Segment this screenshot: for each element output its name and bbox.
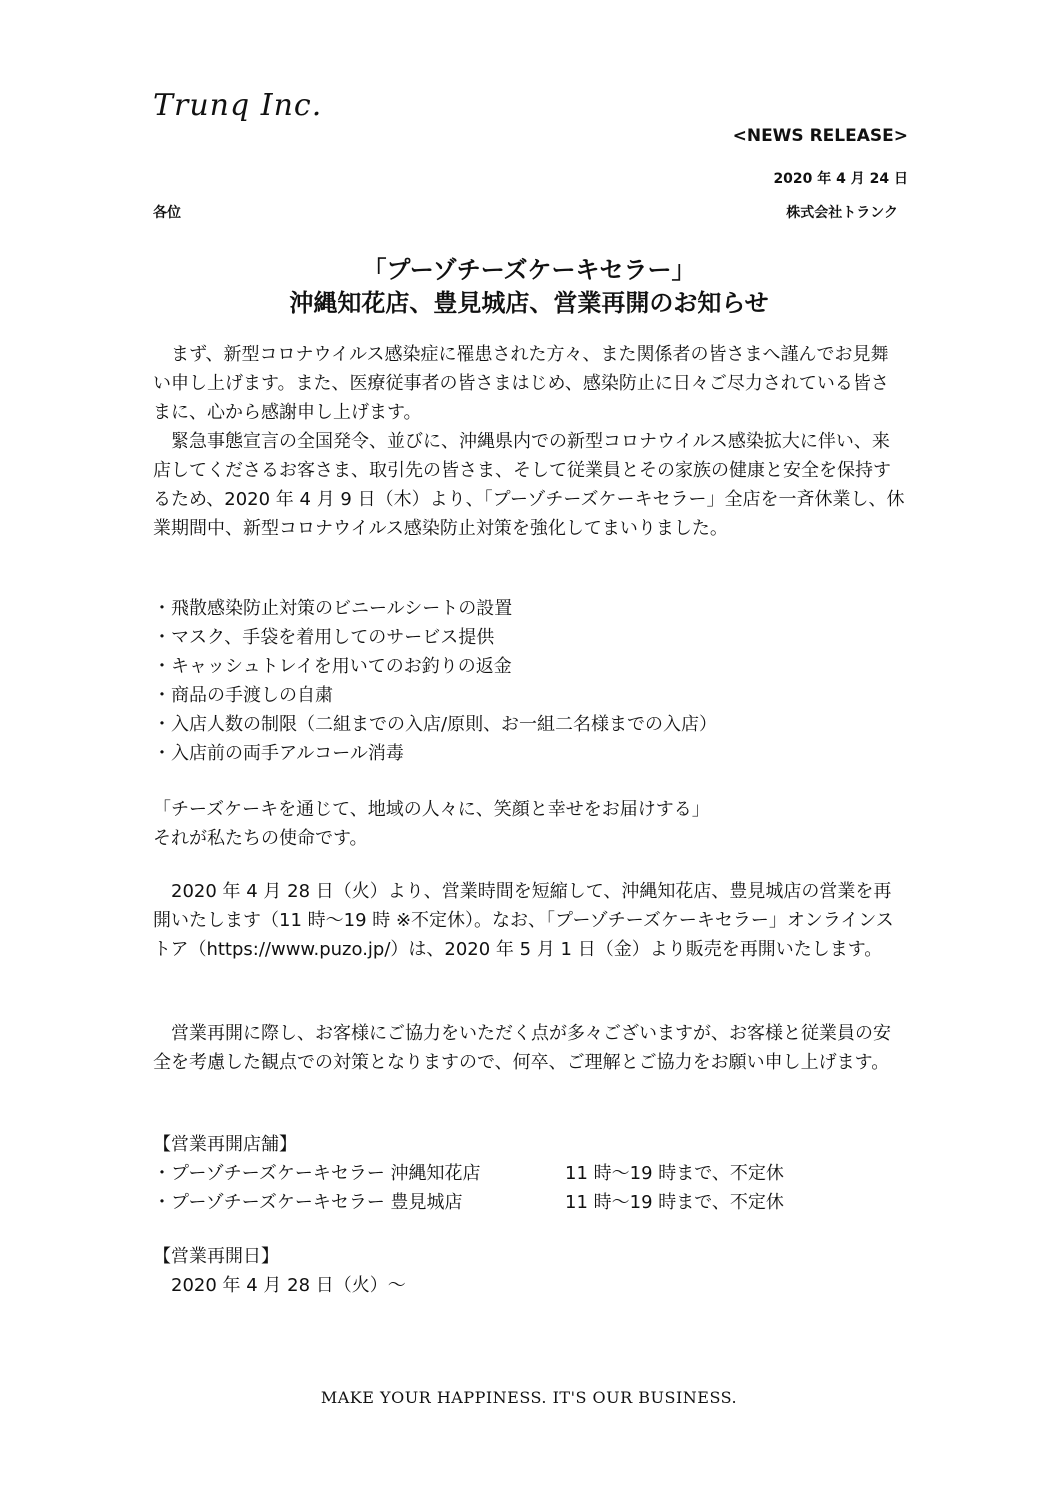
mission-section: [153, 795, 905, 853]
addressee: 各位: [153, 205, 181, 221]
intro-section: [153, 340, 905, 543]
store-name: ・プーゾチーズケーキセラー 沖縄知花店: [153, 1163, 481, 1184]
intro-paragraph-2: 緊急事態宣言の全国発令、並びに、沖縄県内での新型コロナウイルス感染拡大に伴い、来店してくださるお客さま、取引先の皆さま、そして従業員とその家族の健康と安全を保持するため、2020 年 4 月 9 日（木）より、「プーゾチーズケーキセラー」全店を一斉休業し、休業期間中、新型コロナウイルス感染防止対策を強化してまいりました。: [153, 431, 905, 539]
list-item: ・入店人数の制限（二組までの入店/原則、お一組二名様までの入店）: [153, 714, 718, 735]
news-release-label: <NEWS RELEASE>: [732, 126, 908, 146]
store-hours: 11 時～19 時まで、不定休: [565, 1192, 784, 1213]
request-section: [153, 1019, 905, 1077]
stores-section: [153, 1130, 905, 1217]
intro-paragraph-1: まず、新型コロナウイルス感染症に罹患された方々、また関係者の皆さまへ謹んでお見舞い申し上げます。また、医療従事者の皆さまはじめ、感染防止に日々ご尽力されている皆さまに、心から感謝申し上げます。: [153, 344, 889, 423]
release-date: 2020 年 4 月 24 日: [773, 171, 908, 187]
list-item: ・マスク、手袋を着用してのサービス提供: [153, 627, 495, 648]
title-line-1: 「プーゾチーズケーキセラー」: [362, 256, 696, 284]
mission-line-2: それが私たちの使命です。: [153, 828, 368, 849]
mission-line-1: 「チーズケーキを通じて、地域の人々に、笑顔と幸せをお届けする」: [153, 799, 710, 820]
company-logo: Trunq Inc.: [153, 88, 323, 123]
store-hours: 11 時～19 時まで、不定休: [565, 1163, 784, 1184]
title-line-2: 沖縄知花店、豊見城店、営業再開のお知らせ: [289, 289, 769, 317]
company-name: 株式会社トランク: [786, 205, 898, 221]
reopen-date-value: 2020 年 4 月 28 日（火）～: [171, 1275, 406, 1296]
measures-section: [153, 594, 905, 768]
reopen-date-heading: 【営業再開日】: [153, 1246, 279, 1267]
list-item: ・飛散感染防止対策のビニールシートの設置: [153, 598, 513, 619]
list-item: ・商品の手渡しの自粛: [153, 685, 333, 706]
footer-tagline: MAKE YOUR HAPPINESS. IT'S OUR BUSINESS.: [320, 1388, 738, 1407]
stores-heading: 【営業再開店舗】: [153, 1134, 297, 1155]
store-name: ・プーゾチーズケーキセラー 豊見城店: [153, 1192, 463, 1213]
measures-list: [153, 594, 905, 768]
reopen-section: [153, 877, 905, 964]
list-item: ・キャッシュトレイを用いてのお釣りの返金: [153, 656, 512, 677]
request-paragraph: 営業再開に際し、お客様にご協力をいただく点が多々ございますが、お客様と従業員の安全を考慮した観点での対策となりますので、何卒、ご理解とご協力をお願い申し上げます。: [153, 1023, 891, 1073]
store-row: [153, 1159, 905, 1188]
list-item: ・入店前の両手アルコール消毒: [153, 743, 404, 764]
reopen-date-section: [153, 1242, 905, 1300]
store-row: [153, 1188, 905, 1217]
reopen-paragraph: 2020 年 4 月 28 日（火）より、営業時間を短縮して、沖縄知花店、豊見城店の営業を再開いたします（11 時～19 時 ※不定休）。なお、「プーゾチーズケーキセラー」オンラインストア（https://www.puzo.jp/）は、2020 年 5 月 1 日（金）より販売を再開いたします。: [153, 881, 894, 960]
